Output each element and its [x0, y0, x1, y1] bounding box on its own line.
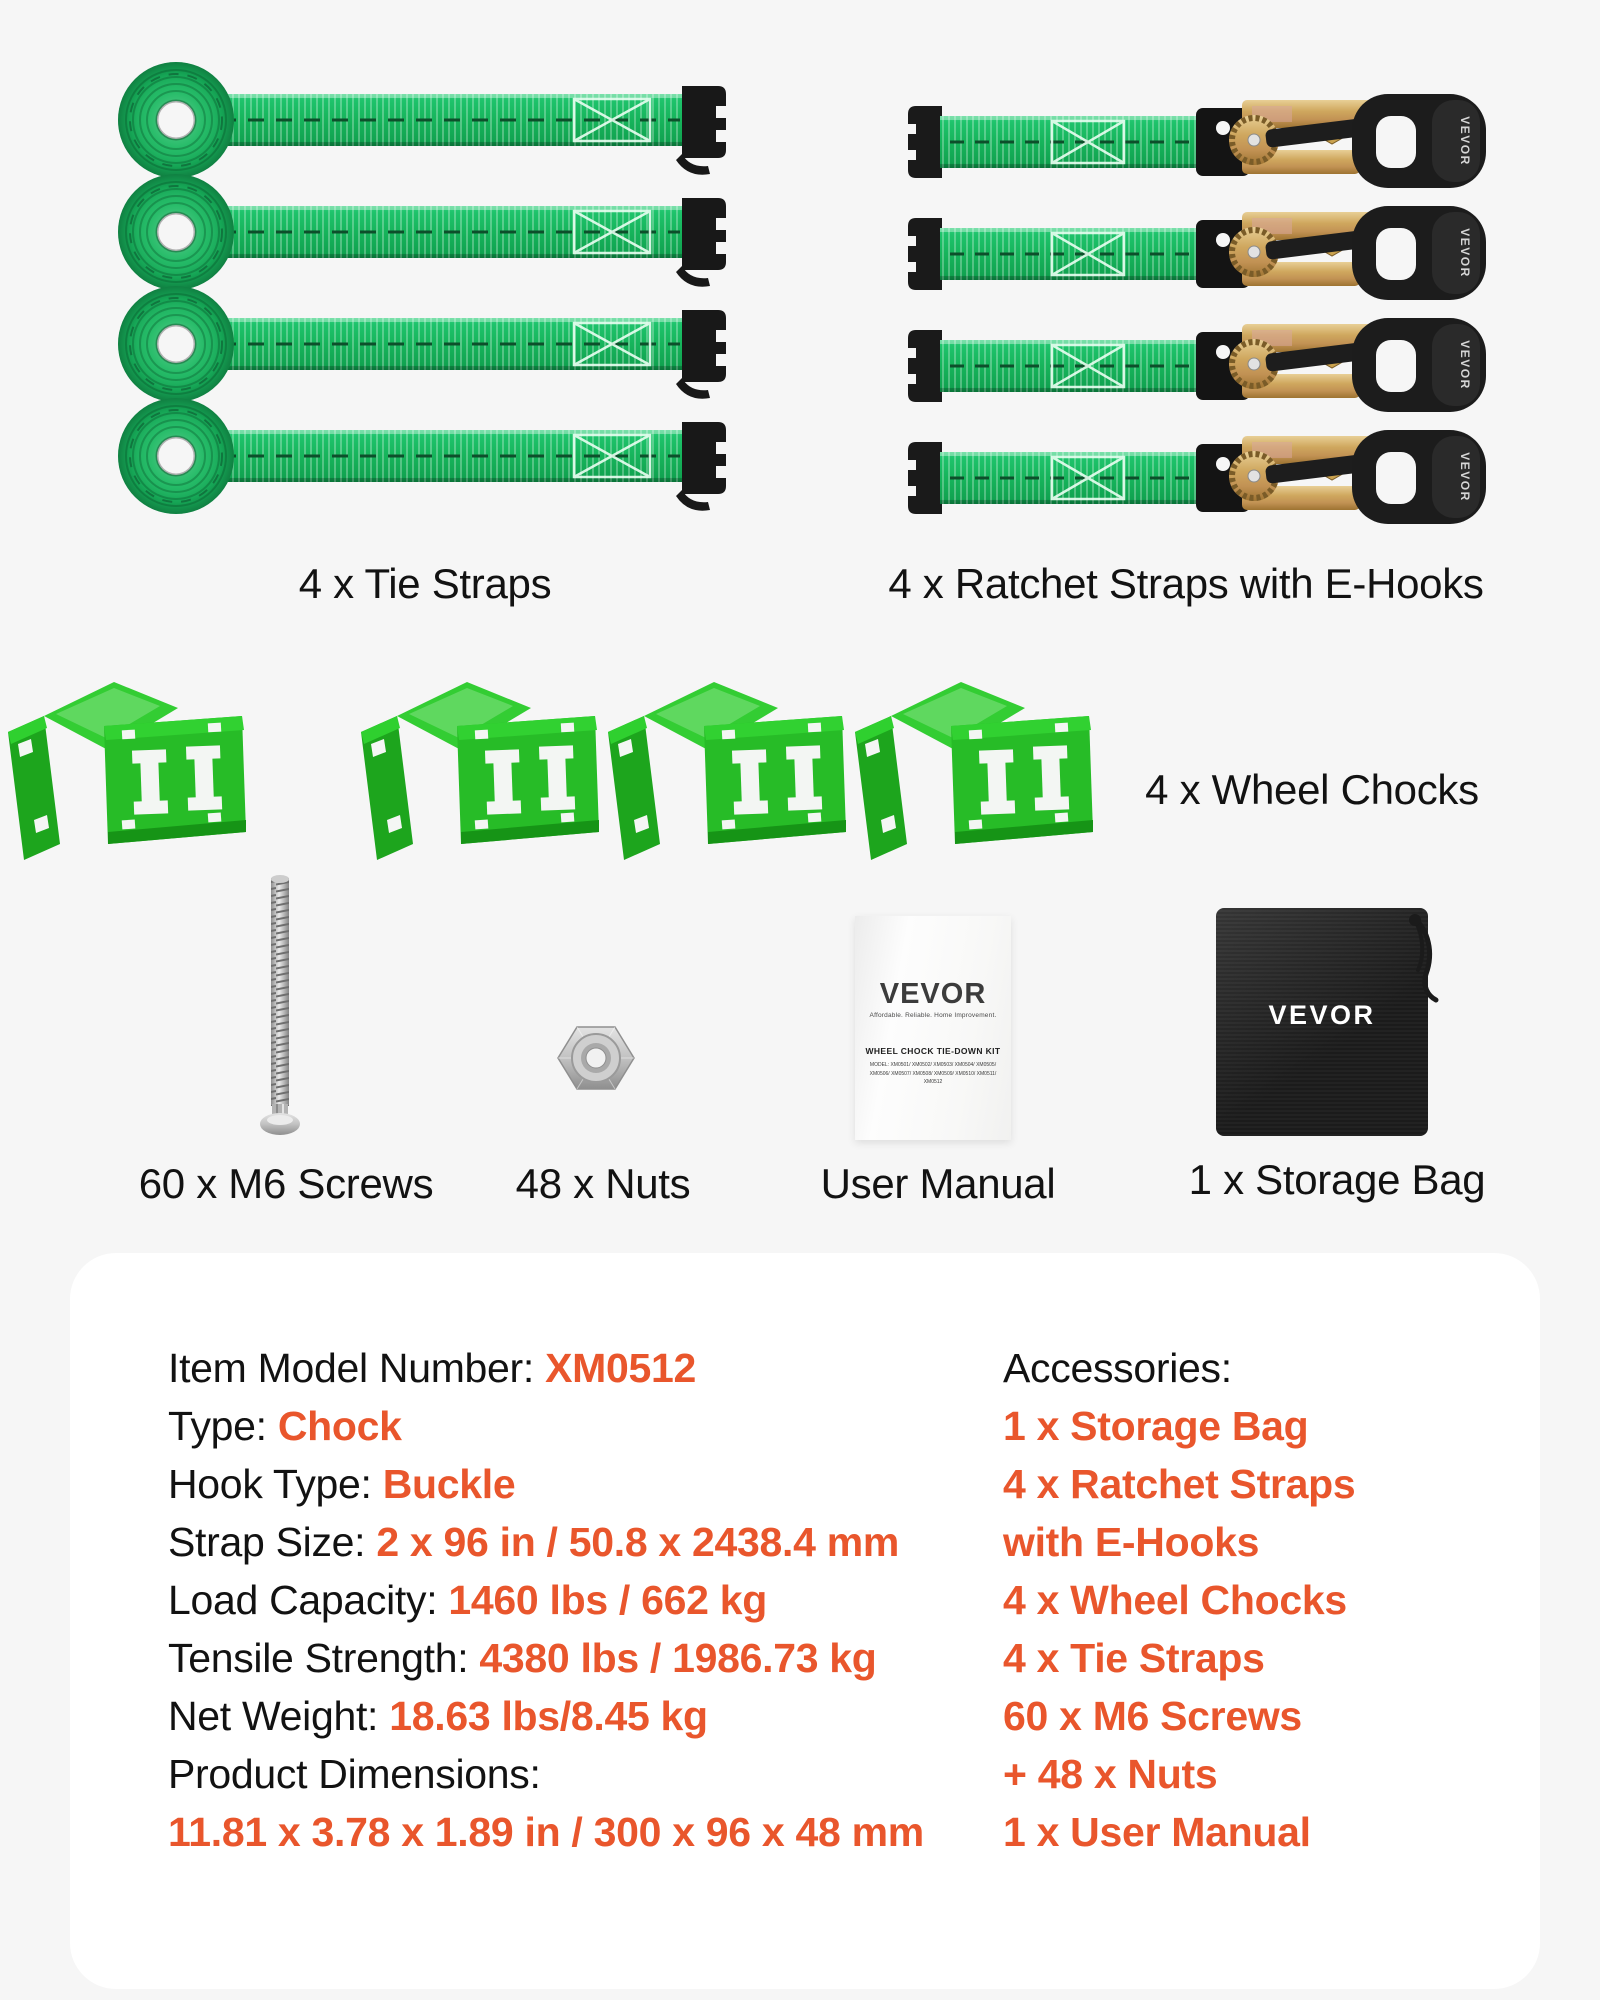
wheel-chock — [600, 666, 850, 866]
m6-screw — [258, 872, 302, 1140]
accessories-heading: Accessories: — [1003, 1345, 1232, 1391]
spec-list — [168, 1339, 924, 1861]
storage-bag-caption: 1 x Storage Bag — [1188, 1156, 1486, 1203]
hex-nut — [556, 1022, 636, 1094]
manual-tagline: Affordable. Reliable. Home Improvement. — [869, 1012, 997, 1019]
accessory-item: 4 x Ratchet Straps — [1003, 1461, 1356, 1507]
accessory-item: 60 x M6 Screws — [1003, 1693, 1302, 1739]
accessory-item: 4 x Tie Straps — [1003, 1635, 1265, 1681]
manual-model-list: MODEL: XM0501/ XM0502/ XM0503/ XM0504/ XM0505/ XM0506/ XM0507/ XM0508/ XM0509/ XM0510/ XM0511/ XM0512 — [869, 1062, 997, 1085]
accessory-item: with E-Hooks — [1003, 1519, 1260, 1565]
spec-row: Type: Chock — [168, 1403, 402, 1449]
spec-row: Tensile Strength: 4380 lbs / 1986.73 kg — [168, 1635, 877, 1681]
tie-strap — [88, 170, 738, 294]
spec-row: Product Dimensions: — [168, 1751, 541, 1797]
bag-brand-logo: VEVOR — [1268, 999, 1376, 1030]
spec-panel — [70, 1253, 1540, 1989]
accessories-list — [1003, 1339, 1355, 1861]
wheel-chock — [0, 666, 250, 866]
screws-caption: 60 x M6 Screws — [138, 1160, 434, 1207]
user-manual-booklet — [855, 916, 1011, 1140]
spec-row: Hook Type: Buckle — [168, 1461, 516, 1507]
nuts-caption: 48 x Nuts — [515, 1160, 691, 1207]
manual-brand-logo: VEVOR — [879, 978, 987, 1010]
wheel-chocks-caption: 4 x Wheel Chocks — [1145, 766, 1479, 813]
tie-strap — [88, 282, 738, 406]
ratchet-strap — [900, 304, 1500, 428]
tie-strap — [88, 58, 738, 182]
accessory-item: 1 x Storage Bag — [1003, 1403, 1309, 1449]
storage-bag — [1216, 908, 1428, 1136]
wheel-chock — [847, 666, 1097, 866]
ratchet-straps-caption: 4 x Ratchet Straps with E-Hooks — [888, 560, 1484, 607]
ratchet-strap — [900, 80, 1500, 204]
accessory-item: 1 x User Manual — [1003, 1809, 1311, 1855]
manual-title: WHEEL CHOCK TIE-DOWN KIT — [865, 1046, 1001, 1056]
spec-row: Strap Size: 2 x 96 in / 50.8 x 2438.4 mm — [168, 1519, 900, 1565]
ratchet-straps-group — [900, 80, 1500, 550]
ratchet-strap — [900, 192, 1500, 316]
ratchet-strap — [900, 416, 1500, 540]
tie-straps-caption: 4 x Tie Straps — [298, 560, 552, 607]
spec-row: Load Capacity: 1460 lbs / 662 kg — [168, 1577, 767, 1623]
spec-row: Item Model Number: XM0512 — [168, 1345, 697, 1391]
bag-drawstring — [1406, 912, 1450, 1008]
accessory-item: 4 x Wheel Chocks — [1003, 1577, 1347, 1623]
accessory-item: + 48 x Nuts — [1003, 1751, 1218, 1797]
manual-caption: User Manual — [820, 1160, 1056, 1207]
spec-row: 11.81 x 3.78 x 1.89 in / 300 x 96 x 48 mm — [168, 1809, 924, 1855]
tie-strap — [88, 394, 738, 518]
wheel-chock — [353, 666, 603, 866]
tie-straps-group — [88, 58, 738, 528]
spec-row: Net Weight: 18.63 lbs/8.45 kg — [168, 1693, 708, 1739]
